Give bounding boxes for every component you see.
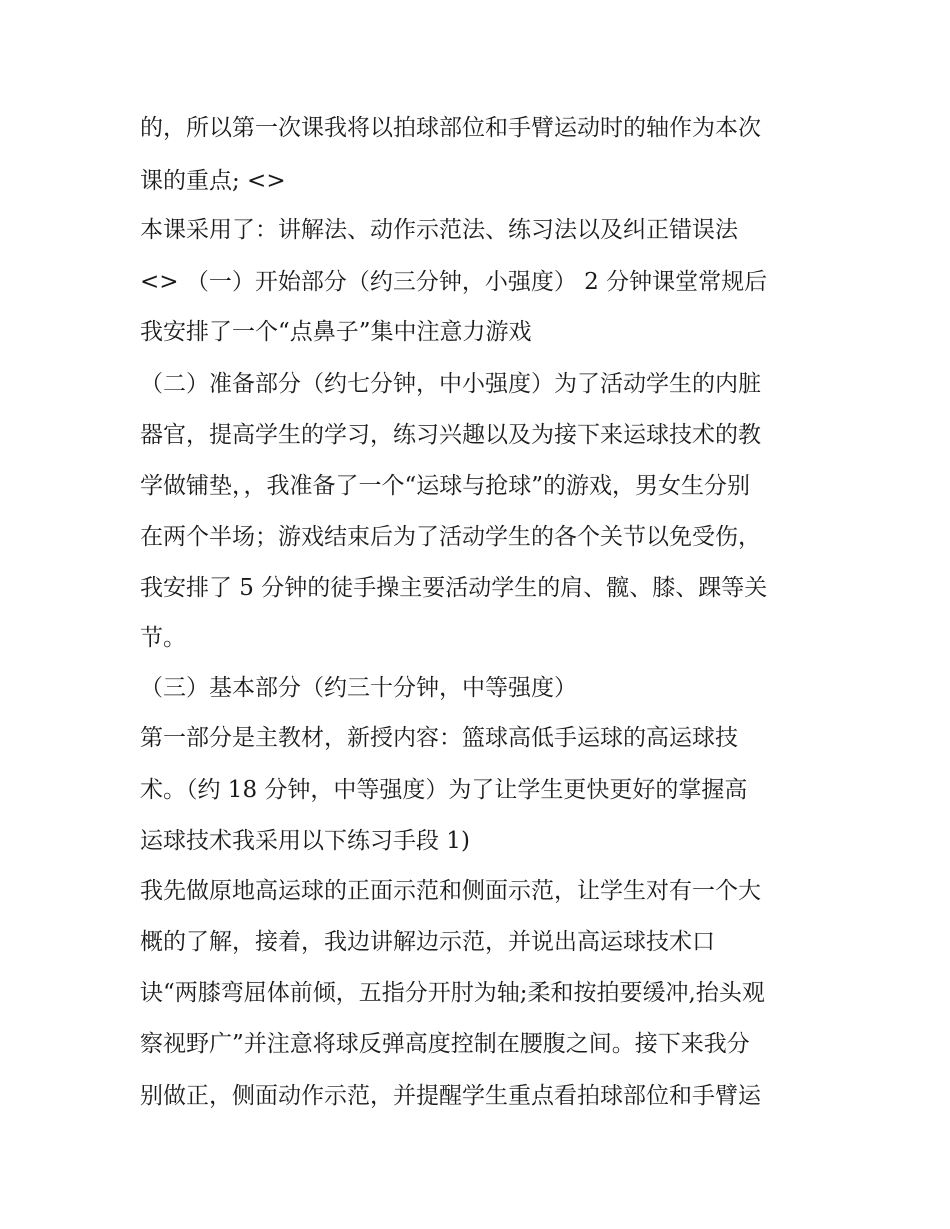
text-line: <> （一）开始部分（约三分钟，小强度） 2 分钟课堂常规后 <box>140 269 768 295</box>
text-line: 诀“两膝弯屈体前倾，五指分开肘为轴;柔和按拍要缓冲,抬头观 <box>140 980 765 1006</box>
text-line: 察视野广”并注意将球反弹高度控制在腰腹之间。接下来我分 <box>140 1031 750 1057</box>
text-line: 学做铺垫，，我准备了一个“运球与抢球”的游戏，男女生分别 <box>140 473 751 499</box>
text-line: 术。（约 18 分钟，中等强度）为了让学生更快更好的掌握高 <box>140 777 748 803</box>
text-line: 的，所以第一次课我将以拍球部位和手臂运动时的轴作为本次 <box>140 115 761 141</box>
text-line: 课的重点; <> <box>140 168 286 194</box>
text-line: 节。 <box>140 625 186 651</box>
text-line: （三）基本部分（约三十分钟，中等强度） <box>140 675 577 701</box>
text-line: 运球技术我采用以下练习手段 1) <box>140 828 470 854</box>
text-line: （二）准备部分（约七分钟，中小强度）为了活动学生的内脏 <box>140 371 761 397</box>
text-line: 器官，提高学生的学习，练习兴趣以及为接下来运球技术的教 <box>140 422 761 448</box>
text-line: 我先做原地高运球的正面示范和侧面示范，让学生对有一个大 <box>140 878 761 904</box>
text-line: 在两个半场；游戏结束后为了活动学生的各个关节以免受伤， <box>140 524 761 550</box>
text-line: 本课采用了：讲解法、动作示范法、练习法以及纠正错误法 <box>140 217 738 243</box>
text-line: 我安排了 5 分钟的徒手操主要活动学生的肩、髋、膝、踝等关 <box>140 575 768 601</box>
text-line: 别做正，侧面动作示范，并提醒学生重点看拍球部位和手臂运 <box>140 1083 761 1109</box>
text-line: 概的了解，接着，我边讲解边示范，并说出高运球技术口 <box>140 929 715 955</box>
text-line: 第一部分是主教材，新授内容：篮球高低手运球的高运球技 <box>140 725 738 751</box>
text-line: 我安排了一个“点鼻子”集中注意力游戏 <box>140 319 532 345</box>
